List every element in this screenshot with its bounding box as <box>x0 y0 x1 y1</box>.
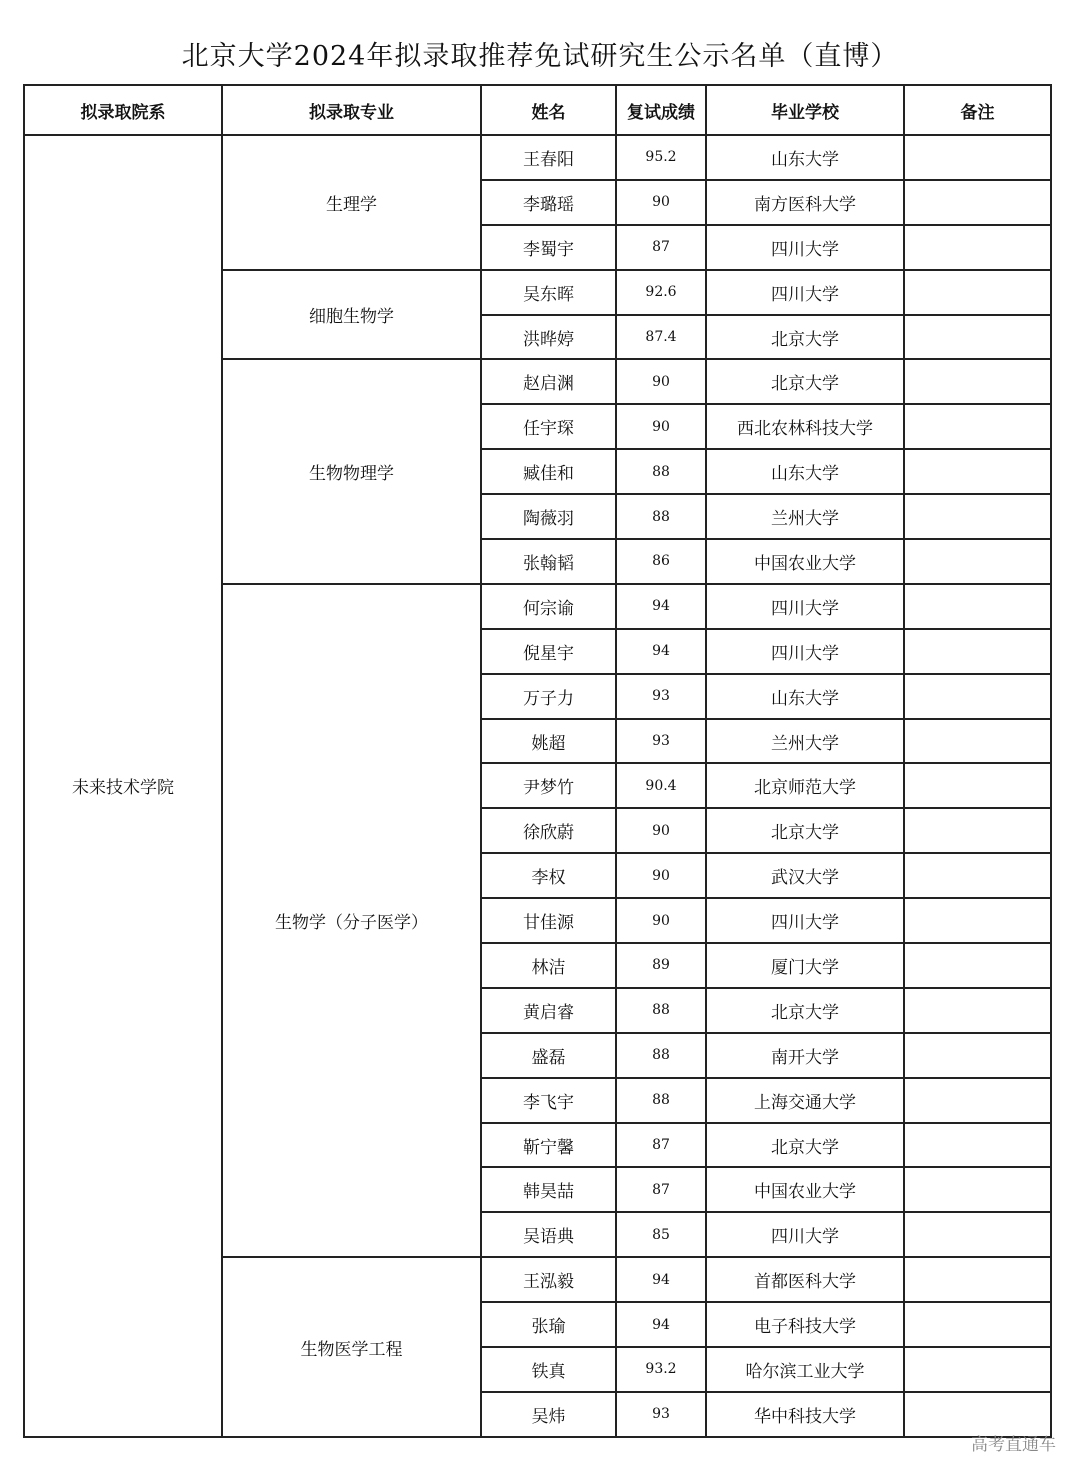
score-cell: 90 <box>616 359 706 404</box>
student-name-cell: 甘佳源 <box>481 898 616 943</box>
school-cell: 北京师范大学 <box>706 763 904 808</box>
student-name-cell: 吴炜 <box>481 1392 616 1437</box>
school-cell: 四川大学 <box>706 898 904 943</box>
page-title: 北京大学2024年拟录取推荐免试研究生公示名单（直博） <box>181 41 899 72</box>
score-cell: 90 <box>616 853 706 898</box>
note-cell <box>904 1257 1051 1302</box>
school-cell: 中国农业大学 <box>706 539 904 584</box>
school-cell: 山东大学 <box>706 449 904 494</box>
student-name-cell: 赵启渊 <box>481 359 616 404</box>
student-name-cell: 李飞宇 <box>481 1078 616 1123</box>
note-cell <box>904 1167 1051 1212</box>
header-school: 毕业学校 <box>706 85 904 135</box>
student-name-cell: 任宇琛 <box>481 404 616 449</box>
school-cell: 厦门大学 <box>706 943 904 988</box>
note-cell <box>904 1033 1051 1078</box>
score-cell: 94 <box>616 1257 706 1302</box>
student-name-cell: 靳宁馨 <box>481 1123 616 1168</box>
note-cell <box>904 359 1051 404</box>
note-cell <box>904 853 1051 898</box>
department-cell: 未来技术学院 <box>24 135 222 1437</box>
student-name-cell: 臧佳和 <box>481 449 616 494</box>
score-cell: 88 <box>616 1033 706 1078</box>
header-department: 拟录取院系 <box>24 85 222 135</box>
student-name-cell: 林洁 <box>481 943 616 988</box>
school-cell: 中国农业大学 <box>706 1167 904 1212</box>
school-cell: 四川大学 <box>706 584 904 629</box>
score-cell: 95.2 <box>616 135 706 180</box>
note-cell <box>904 180 1051 225</box>
school-cell: 南方医科大学 <box>706 180 904 225</box>
score-cell: 90.4 <box>616 763 706 808</box>
score-cell: 93 <box>616 1392 706 1437</box>
header-row <box>24 85 1051 135</box>
note-cell <box>904 629 1051 674</box>
student-name-cell: 李璐瑶 <box>481 180 616 225</box>
header-major: 拟录取专业 <box>222 85 481 135</box>
student-name-cell: 洪晔婷 <box>481 315 616 360</box>
school-cell: 四川大学 <box>706 1212 904 1257</box>
score-cell: 89 <box>616 943 706 988</box>
table-body <box>24 135 1051 1437</box>
school-cell: 四川大学 <box>706 225 904 270</box>
student-name-cell: 韩昊喆 <box>481 1167 616 1212</box>
score-cell: 87.4 <box>616 315 706 360</box>
admission-table <box>23 84 1052 1438</box>
table-row <box>24 135 1051 180</box>
major-cell: 细胞生物学 <box>222 270 481 360</box>
note-cell <box>904 539 1051 584</box>
school-cell: 北京大学 <box>706 1123 904 1168</box>
score-cell: 93.2 <box>616 1347 706 1392</box>
note-cell <box>904 943 1051 988</box>
note-cell <box>904 898 1051 943</box>
student-name-cell: 倪星宇 <box>481 629 616 674</box>
score-cell: 88 <box>616 494 706 539</box>
note-cell <box>904 270 1051 315</box>
note-cell <box>904 763 1051 808</box>
note-cell <box>904 404 1051 449</box>
student-name-cell: 铁真 <box>481 1347 616 1392</box>
note-cell <box>904 1212 1051 1257</box>
score-cell: 93 <box>616 674 706 719</box>
school-cell: 北京大学 <box>706 808 904 853</box>
school-cell: 北京大学 <box>706 988 904 1033</box>
score-cell: 85 <box>616 1212 706 1257</box>
note-cell <box>904 988 1051 1033</box>
student-name-cell: 吴语典 <box>481 1212 616 1257</box>
school-cell: 山东大学 <box>706 674 904 719</box>
school-cell: 首都医科大学 <box>706 1257 904 1302</box>
header-name: 姓名 <box>481 85 616 135</box>
note-cell <box>904 315 1051 360</box>
note-cell <box>904 449 1051 494</box>
note-cell <box>904 1123 1051 1168</box>
note-cell <box>904 1078 1051 1123</box>
school-cell: 哈尔滨工业大学 <box>706 1347 904 1392</box>
score-cell: 88 <box>616 988 706 1033</box>
student-name-cell: 何宗谕 <box>481 584 616 629</box>
score-cell: 88 <box>616 1078 706 1123</box>
school-cell: 南开大学 <box>706 1033 904 1078</box>
student-name-cell: 盛磊 <box>481 1033 616 1078</box>
school-cell: 北京大学 <box>706 315 904 360</box>
student-name-cell: 姚超 <box>481 719 616 764</box>
note-cell <box>904 135 1051 180</box>
note-cell <box>904 1302 1051 1347</box>
major-cell: 生物学（分子医学） <box>222 584 481 1257</box>
student-name-cell: 尹梦竹 <box>481 763 616 808</box>
note-cell <box>904 719 1051 764</box>
note-cell <box>904 808 1051 853</box>
school-cell: 电子科技大学 <box>706 1302 904 1347</box>
score-cell: 90 <box>616 180 706 225</box>
note-cell <box>904 494 1051 539</box>
student-name-cell: 陶薇羽 <box>481 494 616 539</box>
score-cell: 94 <box>616 629 706 674</box>
major-cell: 生理学 <box>222 135 481 270</box>
school-cell: 上海交通大学 <box>706 1078 904 1123</box>
note-cell <box>904 225 1051 270</box>
score-cell: 94 <box>616 584 706 629</box>
school-cell: 兰州大学 <box>706 719 904 764</box>
student-name-cell: 王春阳 <box>481 135 616 180</box>
note-cell <box>904 674 1051 719</box>
score-cell: 87 <box>616 1167 706 1212</box>
score-cell: 90 <box>616 808 706 853</box>
school-cell: 华中科技大学 <box>706 1392 904 1437</box>
header-score: 复试成绩 <box>616 85 706 135</box>
score-cell: 88 <box>616 449 706 494</box>
student-name-cell: 徐欣蔚 <box>481 808 616 853</box>
student-name-cell: 王泓毅 <box>481 1257 616 1302</box>
score-cell: 87 <box>616 225 706 270</box>
score-cell: 94 <box>616 1302 706 1347</box>
student-name-cell: 万子力 <box>481 674 616 719</box>
note-cell <box>904 584 1051 629</box>
school-cell: 武汉大学 <box>706 853 904 898</box>
school-cell: 兰州大学 <box>706 494 904 539</box>
school-cell: 山东大学 <box>706 135 904 180</box>
student-name-cell: 张翰韬 <box>481 539 616 584</box>
score-cell: 90 <box>616 898 706 943</box>
watermark: 高考直通车 <box>971 1435 1056 1455</box>
student-name-cell: 张瑜 <box>481 1302 616 1347</box>
school-cell: 西北农林科技大学 <box>706 404 904 449</box>
score-cell: 90 <box>616 404 706 449</box>
student-name-cell: 吴东晖 <box>481 270 616 315</box>
student-name-cell: 李蜀宇 <box>481 225 616 270</box>
score-cell: 86 <box>616 539 706 584</box>
note-cell <box>904 1347 1051 1392</box>
student-name-cell: 黄启睿 <box>481 988 616 1033</box>
score-cell: 93 <box>616 719 706 764</box>
school-cell: 四川大学 <box>706 270 904 315</box>
major-cell: 生物医学工程 <box>222 1257 481 1437</box>
score-cell: 87 <box>616 1123 706 1168</box>
student-name-cell: 李权 <box>481 853 616 898</box>
score-cell: 92.6 <box>616 270 706 315</box>
school-cell: 北京大学 <box>706 359 904 404</box>
header-note: 备注 <box>904 85 1051 135</box>
major-cell: 生物物理学 <box>222 359 481 583</box>
school-cell: 四川大学 <box>706 629 904 674</box>
